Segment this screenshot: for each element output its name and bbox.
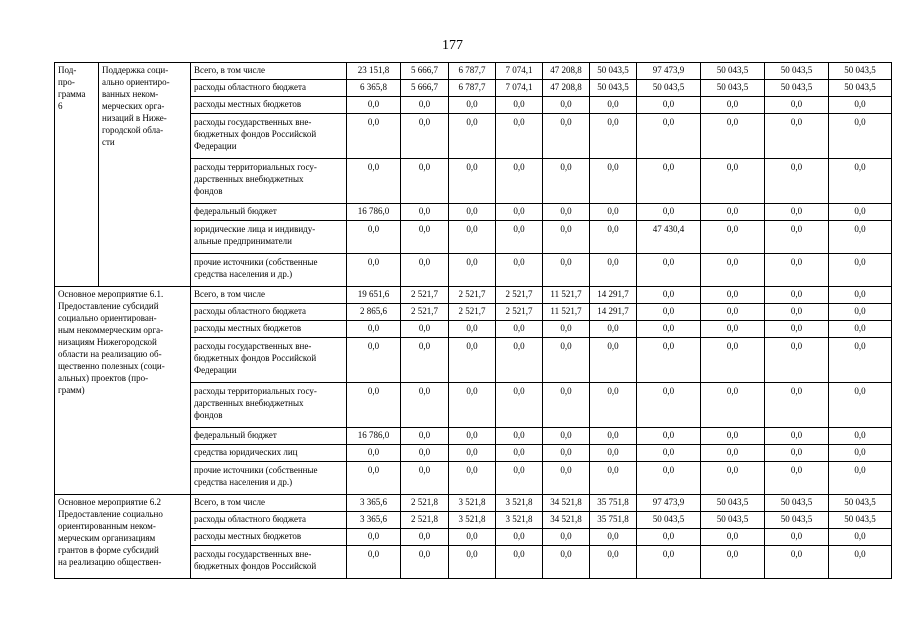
amount-cell: 0,0	[449, 254, 496, 287]
amount-cell: 0,0	[765, 428, 829, 445]
amount-cell: 0,0	[401, 338, 449, 383]
amount-cell: 0,0	[701, 159, 765, 204]
amount-cell: 2 521,7	[401, 304, 449, 321]
funding-source: Всего, в том числе	[191, 495, 347, 512]
amount-cell: 0,0	[637, 304, 701, 321]
amount-cell: 0,0	[496, 428, 543, 445]
amount-cell: 0,0	[496, 546, 543, 579]
funding-source: расходы местных бюджетов	[191, 529, 347, 546]
amount-cell: 0,0	[829, 304, 892, 321]
amount-cell: 0,0	[829, 114, 892, 159]
amount-cell: 0,0	[401, 97, 449, 114]
amount-cell: 0,0	[701, 287, 765, 304]
amount-cell: 0,0	[590, 114, 637, 159]
amount-cell: 35 751,8	[590, 495, 637, 512]
amount-cell: 0,0	[829, 546, 892, 579]
amount-cell: 0,0	[543, 221, 590, 254]
amount-cell: 0,0	[765, 529, 829, 546]
amount-cell: 16 786,0	[347, 428, 401, 445]
amount-cell: 0,0	[765, 159, 829, 204]
amount-cell: 50 043,5	[765, 63, 829, 80]
amount-cell: 0,0	[590, 338, 637, 383]
amount-cell: 0,0	[637, 204, 701, 221]
amount-cell: 2 521,7	[449, 304, 496, 321]
amount-cell: 0,0	[347, 529, 401, 546]
amount-cell: 0,0	[496, 383, 543, 428]
amount-cell: 0,0	[401, 159, 449, 204]
amount-cell: 0,0	[765, 221, 829, 254]
amount-cell: 0,0	[765, 287, 829, 304]
amount-cell: 0,0	[701, 304, 765, 321]
amount-cell: 0,0	[347, 445, 401, 462]
amount-cell: 47 208,8	[543, 63, 590, 80]
amount-cell: 50 043,5	[590, 63, 637, 80]
amount-cell: 0,0	[701, 338, 765, 383]
funding-source: федеральный бюджет	[191, 204, 347, 221]
amount-cell: 0,0	[449, 462, 496, 495]
amount-cell: 0,0	[637, 428, 701, 445]
amount-cell: 0,0	[765, 321, 829, 338]
amount-cell: 0,0	[765, 254, 829, 287]
amount-cell: 14 291,7	[590, 304, 637, 321]
amount-cell: 2 521,8	[401, 495, 449, 512]
amount-cell: 0,0	[449, 529, 496, 546]
amount-cell: 0,0	[765, 462, 829, 495]
amount-cell: 0,0	[449, 321, 496, 338]
amount-cell: 0,0	[590, 97, 637, 114]
amount-cell: 0,0	[637, 445, 701, 462]
amount-cell: 0,0	[543, 383, 590, 428]
funding-source: Всего, в том числе	[191, 287, 347, 304]
funding-source: расходы территориальных госу- дарственных внебюджетных фондов	[191, 159, 347, 204]
amount-cell: 0,0	[543, 254, 590, 287]
amount-cell: 0,0	[449, 159, 496, 204]
amount-cell: 0,0	[701, 114, 765, 159]
amount-cell: 6 365,8	[347, 80, 401, 97]
amount-cell: 0,0	[496, 321, 543, 338]
table-row	[55, 287, 892, 304]
amount-cell: 0,0	[401, 546, 449, 579]
amount-cell: 0,0	[701, 445, 765, 462]
amount-cell: 0,0	[829, 445, 892, 462]
amount-cell: 0,0	[401, 321, 449, 338]
amount-cell: 50 043,5	[590, 80, 637, 97]
amount-cell: 0,0	[543, 445, 590, 462]
budget-table	[54, 62, 892, 579]
amount-cell: 0,0	[347, 97, 401, 114]
amount-cell: 0,0	[590, 221, 637, 254]
amount-cell: 0,0	[543, 97, 590, 114]
amount-cell: 50 043,5	[765, 512, 829, 529]
amount-cell: 2 521,7	[496, 287, 543, 304]
amount-cell: 0,0	[637, 114, 701, 159]
funding-source: расходы государственных вне- бюджетных фондов Российской Федерации	[191, 114, 347, 159]
amount-cell: 0,0	[701, 221, 765, 254]
amount-cell: 0,0	[543, 462, 590, 495]
amount-cell: 7 074,1	[496, 80, 543, 97]
amount-cell: 0,0	[829, 321, 892, 338]
amount-cell: 0,0	[496, 97, 543, 114]
amount-cell: 7 074,1	[496, 63, 543, 80]
amount-cell: 0,0	[590, 529, 637, 546]
section-label: Основное мероприятие 6.1. Предоставление субсидий социально ориентирован- ным некоммерческим орга- низациям Нижегородской области на реализацию об- щественно полезных (соци- альных) проектов (про- грамм)	[55, 287, 191, 495]
page-number: 177	[442, 38, 463, 53]
amount-cell: 2 521,7	[496, 304, 543, 321]
amount-cell: 0,0	[347, 114, 401, 159]
amount-cell: 14 291,7	[590, 287, 637, 304]
amount-cell: 0,0	[543, 204, 590, 221]
section-label: Основное мероприятие 6.2 Предоставление социально ориентированным неком- мерческим организациям грантов в форме субсидий на реализацию обществен-	[55, 495, 191, 579]
amount-cell: 0,0	[401, 529, 449, 546]
amount-cell: 0,0	[701, 462, 765, 495]
amount-cell: 0,0	[590, 546, 637, 579]
amount-cell: 0,0	[701, 97, 765, 114]
amount-cell: 97 473,9	[637, 495, 701, 512]
amount-cell: 0,0	[449, 428, 496, 445]
funding-source: юридические лица и индивиду- альные предприниматели	[191, 221, 347, 254]
amount-cell: 0,0	[496, 159, 543, 204]
amount-cell: 0,0	[701, 321, 765, 338]
amount-cell: 0,0	[401, 114, 449, 159]
amount-cell: 3 521,8	[496, 495, 543, 512]
amount-cell: 0,0	[496, 445, 543, 462]
amount-cell: 97 473,9	[637, 63, 701, 80]
amount-cell: 0,0	[496, 254, 543, 287]
amount-cell: 0,0	[347, 159, 401, 204]
amount-cell: 0,0	[765, 546, 829, 579]
amount-cell: 0,0	[347, 338, 401, 383]
table-row	[55, 63, 892, 80]
amount-cell: 0,0	[765, 114, 829, 159]
amount-cell: 0,0	[347, 462, 401, 495]
amount-cell: 50 043,5	[765, 495, 829, 512]
amount-cell: 0,0	[449, 114, 496, 159]
amount-cell: 0,0	[637, 97, 701, 114]
amount-cell: 0,0	[765, 204, 829, 221]
amount-cell: 35 751,8	[590, 512, 637, 529]
amount-cell: 50 043,5	[637, 80, 701, 97]
amount-cell: 0,0	[765, 383, 829, 428]
funding-source: расходы областного бюджета	[191, 304, 347, 321]
amount-cell: 34 521,8	[543, 495, 590, 512]
amount-cell: 0,0	[401, 462, 449, 495]
amount-cell: 0,0	[829, 428, 892, 445]
amount-cell: 0,0	[829, 462, 892, 495]
funding-source: прочие источники (собственные средства населения и др.)	[191, 462, 347, 495]
amount-cell: 0,0	[543, 114, 590, 159]
amount-cell: 0,0	[496, 529, 543, 546]
amount-cell: 0,0	[449, 97, 496, 114]
table-row	[55, 495, 892, 512]
amount-cell: 0,0	[543, 428, 590, 445]
amount-cell: 0,0	[829, 254, 892, 287]
funding-source: расходы областного бюджета	[191, 512, 347, 529]
amount-cell: 0,0	[401, 254, 449, 287]
amount-cell: 0,0	[401, 428, 449, 445]
amount-cell: 0,0	[449, 204, 496, 221]
amount-cell: 0,0	[637, 338, 701, 383]
amount-cell: 0,0	[401, 204, 449, 221]
amount-cell: 0,0	[590, 204, 637, 221]
amount-cell: 50 043,5	[701, 63, 765, 80]
amount-cell: 0,0	[496, 204, 543, 221]
amount-cell: 50 043,5	[829, 80, 892, 97]
amount-cell: 0,0	[543, 546, 590, 579]
amount-cell: 3 521,8	[496, 512, 543, 529]
amount-cell: 0,0	[590, 321, 637, 338]
amount-cell: 0,0	[401, 383, 449, 428]
amount-cell: 0,0	[347, 383, 401, 428]
amount-cell: 16 786,0	[347, 204, 401, 221]
amount-cell: 47 430,4	[637, 221, 701, 254]
amount-cell: 0,0	[590, 445, 637, 462]
amount-cell: 0,0	[701, 428, 765, 445]
amount-cell: 0,0	[543, 321, 590, 338]
amount-cell: 0,0	[829, 529, 892, 546]
amount-cell: 0,0	[449, 546, 496, 579]
amount-cell: 0,0	[590, 383, 637, 428]
amount-cell: 0,0	[701, 529, 765, 546]
amount-cell: 0,0	[765, 445, 829, 462]
amount-cell: 6 787,7	[449, 80, 496, 97]
amount-cell: 50 043,5	[701, 495, 765, 512]
amount-cell: 2 521,7	[449, 287, 496, 304]
amount-cell: 5 666,7	[401, 80, 449, 97]
amount-cell: 11 521,7	[543, 287, 590, 304]
amount-cell: 0,0	[401, 221, 449, 254]
funding-source: расходы местных бюджетов	[191, 321, 347, 338]
amount-cell: 3 365,6	[347, 512, 401, 529]
amount-cell: 0,0	[347, 254, 401, 287]
amount-cell: 0,0	[829, 97, 892, 114]
amount-cell: 3 521,8	[449, 495, 496, 512]
amount-cell: 34 521,8	[543, 512, 590, 529]
amount-cell: 23 151,8	[347, 63, 401, 80]
amount-cell: 50 043,5	[701, 512, 765, 529]
amount-cell: 0,0	[701, 204, 765, 221]
amount-cell: 0,0	[449, 221, 496, 254]
amount-cell: 0,0	[701, 254, 765, 287]
amount-cell: 0,0	[829, 383, 892, 428]
amount-cell: 0,0	[637, 546, 701, 579]
amount-cell: 0,0	[637, 383, 701, 428]
amount-cell: 0,0	[829, 221, 892, 254]
amount-cell: 0,0	[637, 254, 701, 287]
amount-cell: 0,0	[590, 428, 637, 445]
amount-cell: 0,0	[637, 159, 701, 204]
amount-cell: 0,0	[829, 287, 892, 304]
amount-cell: 0,0	[449, 383, 496, 428]
amount-cell: 6 787,7	[449, 63, 496, 80]
amount-cell: 0,0	[590, 254, 637, 287]
funding-source: расходы государственных вне- бюджетных фондов Российской	[191, 546, 347, 579]
amount-cell: 0,0	[829, 204, 892, 221]
amount-cell: 0,0	[637, 287, 701, 304]
amount-cell: 50 043,5	[637, 512, 701, 529]
amount-cell: 0,0	[637, 462, 701, 495]
amount-cell: 11 521,7	[543, 304, 590, 321]
amount-cell: 0,0	[829, 338, 892, 383]
funding-source: расходы областного бюджета	[191, 80, 347, 97]
amount-cell: 0,0	[496, 221, 543, 254]
amount-cell: 50 043,5	[829, 512, 892, 529]
amount-cell: 0,0	[829, 159, 892, 204]
amount-cell: 0,0	[449, 338, 496, 383]
section-label: Под- про- грамма 6	[55, 63, 99, 287]
amount-cell: 0,0	[496, 114, 543, 159]
amount-cell: 0,0	[449, 445, 496, 462]
amount-cell: 47 208,8	[543, 80, 590, 97]
amount-cell: 3 521,8	[449, 512, 496, 529]
amount-cell: 2 521,7	[401, 287, 449, 304]
funding-source: средства юридических лиц	[191, 445, 347, 462]
amount-cell: 0,0	[347, 546, 401, 579]
amount-cell: 0,0	[543, 338, 590, 383]
amount-cell: 50 043,5	[701, 80, 765, 97]
amount-cell: 0,0	[765, 304, 829, 321]
amount-cell: 2 521,8	[401, 512, 449, 529]
amount-cell: 0,0	[401, 445, 449, 462]
amount-cell: 0,0	[701, 546, 765, 579]
funding-source: прочие источники (собственные средства населения и др.)	[191, 254, 347, 287]
amount-cell: 0,0	[496, 338, 543, 383]
amount-cell: 19 651,6	[347, 287, 401, 304]
amount-cell: 0,0	[543, 529, 590, 546]
funding-source: расходы местных бюджетов	[191, 97, 347, 114]
amount-cell: 0,0	[701, 383, 765, 428]
amount-cell: 0,0	[637, 529, 701, 546]
funding-source: федеральный бюджет	[191, 428, 347, 445]
funding-source: расходы государственных вне- бюджетных фондов Российской Федерации	[191, 338, 347, 383]
amount-cell: 50 043,5	[765, 80, 829, 97]
amount-cell: 2 865,6	[347, 304, 401, 321]
amount-cell: 0,0	[543, 159, 590, 204]
amount-cell: 5 666,7	[401, 63, 449, 80]
amount-cell: 3 365,6	[347, 495, 401, 512]
amount-cell: 0,0	[496, 462, 543, 495]
amount-cell: 50 043,5	[829, 63, 892, 80]
section-name: Поддержка соци- ально ориентиро- ванных неком- мерческих орга- низаций в Ниже- городской обла- сти	[99, 63, 191, 287]
amount-cell: 50 043,5	[829, 495, 892, 512]
amount-cell: 0,0	[765, 97, 829, 114]
amount-cell: 0,0	[765, 338, 829, 383]
funding-source: расходы территориальных госу- дарственных внебюджетных фондов	[191, 383, 347, 428]
amount-cell: 0,0	[590, 159, 637, 204]
amount-cell: 0,0	[590, 462, 637, 495]
funding-source: Всего, в том числе	[191, 63, 347, 80]
amount-cell: 0,0	[347, 221, 401, 254]
amount-cell: 0,0	[347, 321, 401, 338]
amount-cell: 0,0	[637, 321, 701, 338]
